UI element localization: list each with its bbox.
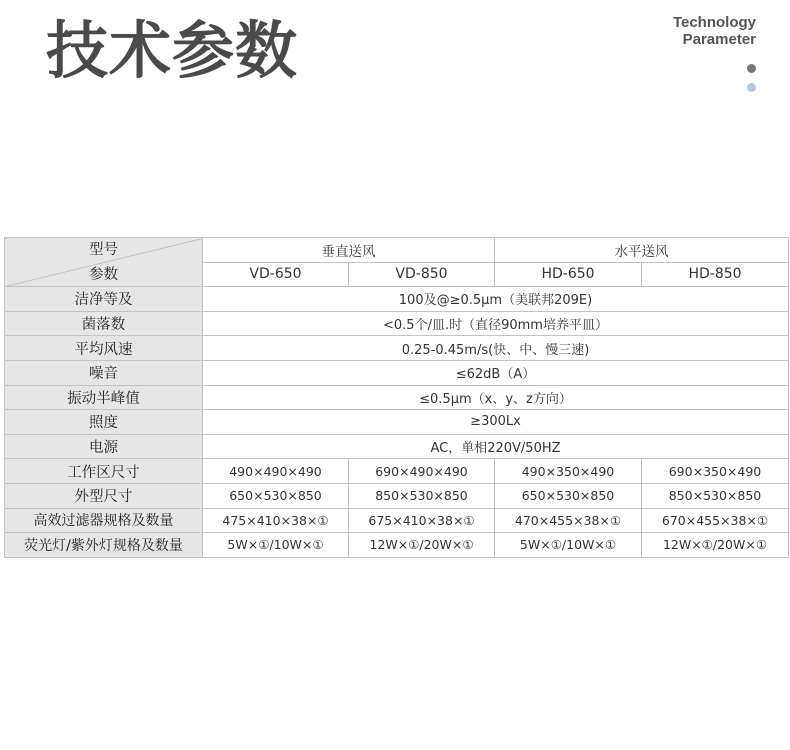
row-label: 电源 xyxy=(5,434,203,459)
subtitle-line-2: Parameter xyxy=(682,31,756,48)
row-value: 5W×①/10W×① xyxy=(495,533,642,558)
table-row xyxy=(5,287,789,312)
row-value-merged: ≤62dB（A） xyxy=(203,360,789,385)
row-value: 690×490×490 xyxy=(349,459,495,484)
row-value-merged: 0.25-0.45m/s(快、中、慢三速) xyxy=(203,336,789,361)
row-value: 675×410×38×① xyxy=(349,508,495,533)
row-label: 照度 xyxy=(5,410,203,435)
page-subtitle xyxy=(673,14,756,48)
row-label: 高效过滤器规格及数量 xyxy=(5,508,203,533)
corner-label-parameter: 参数 xyxy=(89,266,118,283)
row-label: 荧光灯/紫外灯规格及数量 xyxy=(5,533,203,558)
row-value: 12W×①/20W×① xyxy=(642,533,789,558)
row-value: 5W×①/10W×① xyxy=(203,533,349,558)
table-row xyxy=(5,533,789,558)
row-value: 850×530×850 xyxy=(349,483,495,508)
row-label: 噪音 xyxy=(5,360,203,385)
corner-label-model: 型号 xyxy=(89,241,118,258)
row-label: 振动半峰值 xyxy=(5,385,203,410)
row-value: 850×530×850 xyxy=(642,483,789,508)
row-value-merged: <0.5个/皿.时（直径90mm培养平皿） xyxy=(203,311,789,336)
table-row xyxy=(5,434,789,459)
row-value: 490×490×490 xyxy=(203,459,349,484)
row-value: 470×455×38×① xyxy=(495,508,642,533)
row-value-merged: AC，单相220V/50HZ xyxy=(203,434,789,459)
model-header-cell: VD-850 xyxy=(349,262,495,287)
model-header-cell: HD-650 xyxy=(495,262,642,287)
decorative-dot-light xyxy=(747,83,756,92)
table-row xyxy=(5,459,789,484)
row-value: 690×350×490 xyxy=(642,459,789,484)
row-label: 洁净等及 xyxy=(5,287,203,312)
group-header-horizontal: 水平送风 xyxy=(495,238,789,263)
table-row xyxy=(5,483,789,508)
table-row xyxy=(5,360,789,385)
subtitle-line-1: Technology xyxy=(672,14,756,31)
row-value-merged: 100及@≥0.5μm（美联邦209E) xyxy=(203,287,789,312)
row-value: 650×530×850 xyxy=(495,483,642,508)
table-row xyxy=(5,336,789,361)
decorative-dot-dark xyxy=(747,64,756,73)
row-value-merged: ≥300Lx xyxy=(203,410,789,435)
row-label: 工作区尺寸 xyxy=(5,459,203,484)
model-header-cell: HD-850 xyxy=(642,262,789,287)
row-label: 平均风速 xyxy=(5,336,203,361)
page-title: 技术参数 xyxy=(46,14,299,87)
technical-parameter-table xyxy=(4,237,789,558)
row-label: 外型尺寸 xyxy=(5,483,203,508)
row-label: 菌落数 xyxy=(5,311,203,336)
row-value: 670×455×38×① xyxy=(642,508,789,533)
table-row xyxy=(5,311,789,336)
table-group-header-row xyxy=(5,238,789,263)
row-value: 650×530×850 xyxy=(203,483,349,508)
table-row xyxy=(5,508,789,533)
model-header-cell: VD-650 xyxy=(203,262,349,287)
row-value: 490×350×490 xyxy=(495,459,642,484)
table-row xyxy=(5,385,789,410)
row-value: 475×410×38×① xyxy=(203,508,349,533)
table-row xyxy=(5,410,789,435)
corner-header-cell xyxy=(5,238,203,287)
row-value: 12W×①/20W×① xyxy=(349,533,495,558)
row-value-merged: ≤0.5μm（x、y、z方向） xyxy=(203,385,789,410)
group-header-vertical: 垂直送风 xyxy=(203,238,495,263)
